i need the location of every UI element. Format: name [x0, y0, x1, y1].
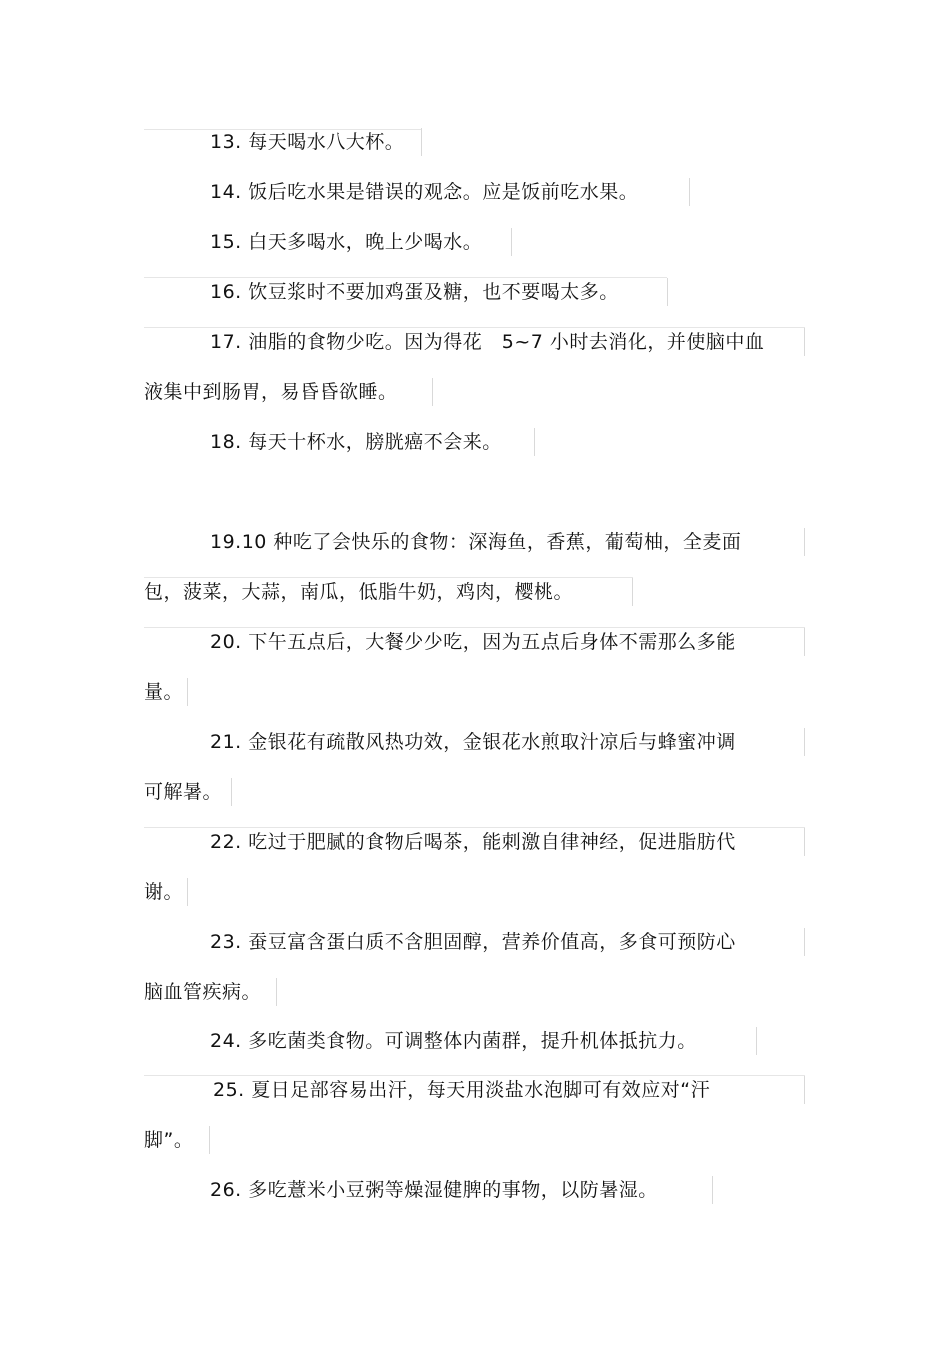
text-line: 22. 吃过于肥腻的食物后喝茶，能刺激自律神经，促进脂肪代 [210, 831, 736, 853]
line-end-mark [511, 228, 512, 256]
line-end-mark [667, 278, 668, 306]
text-line: 25. 夏日足部容易出汗，每天用淡盐水泡脚可有效应对“汗 [213, 1079, 711, 1101]
text-line: 24. 多吃菌类食物。可调整体内菌群，提升机体抵抗力。 [210, 1030, 697, 1052]
line-end-mark [209, 1126, 210, 1154]
line-end-mark [534, 428, 535, 456]
text-line: 脑血管疾病。 [144, 981, 262, 1003]
line-end-mark [804, 728, 805, 756]
line-end-mark [804, 628, 805, 656]
line-end-mark [187, 878, 188, 906]
text-line: 可解暑。 [144, 781, 223, 803]
line-end-mark [689, 178, 690, 206]
text-line: 19.10 种吃了会快乐的食物：深海鱼，香蕉，葡萄柚，全麦面 [210, 531, 742, 553]
line-end-mark [804, 328, 805, 356]
text-line: 20. 下午五点后，大餐少少吃，因为五点后身体不需那么多能 [210, 631, 736, 653]
line-end-mark [804, 528, 805, 556]
line-end-mark [756, 1027, 757, 1055]
line-end-mark [421, 128, 422, 156]
text-line: 16. 饮豆浆时不要加鸡蛋及糖，也不要喝太多。 [210, 281, 619, 303]
line-end-mark [804, 928, 805, 956]
text-line: 14. 饭后吃水果是错误的观念。应是饭前吃水果。 [210, 181, 639, 203]
text-line: 包，菠菜，大蒜，南瓜，低脂牛奶，鸡肉，樱桃。 [144, 581, 574, 603]
line-end-mark [804, 828, 805, 856]
line-end-mark [432, 378, 433, 406]
line-end-mark [804, 1076, 805, 1104]
text-line: 23. 蚕豆富含蛋白质不含胆固醇，营养价值高，多食可预防心 [210, 931, 736, 953]
line-end-mark [187, 678, 188, 706]
text-line: 21. 金银花有疏散风热功效，金银花水煎取汁凉后与蜂蜜冲调 [210, 731, 736, 753]
line-end-mark [632, 578, 633, 606]
text-line: 17. 油脂的食物少吃。因为得花 5~7 小时去消化，并使脑中血 [210, 331, 765, 353]
text-line: 26. 多吃薏米小豆粥等燥湿健脾的事物，以防暑湿。 [210, 1179, 658, 1201]
text-line: 13. 每天喝水八大杯。 [210, 131, 405, 153]
text-line: 18. 每天十杯水，膀胱癌不会来。 [210, 431, 502, 453]
text-line: 15. 白天多喝水，晚上少喝水。 [210, 231, 483, 253]
text-line: 量。 [144, 681, 184, 703]
line-end-mark [231, 778, 232, 806]
line-end-mark [712, 1176, 713, 1204]
line-end-mark [276, 978, 277, 1006]
text-line: 脚”。 [144, 1129, 194, 1151]
text-line: 谢。 [144, 881, 184, 903]
text-line: 液集中到肠胃，易昏昏欲睡。 [144, 381, 398, 403]
